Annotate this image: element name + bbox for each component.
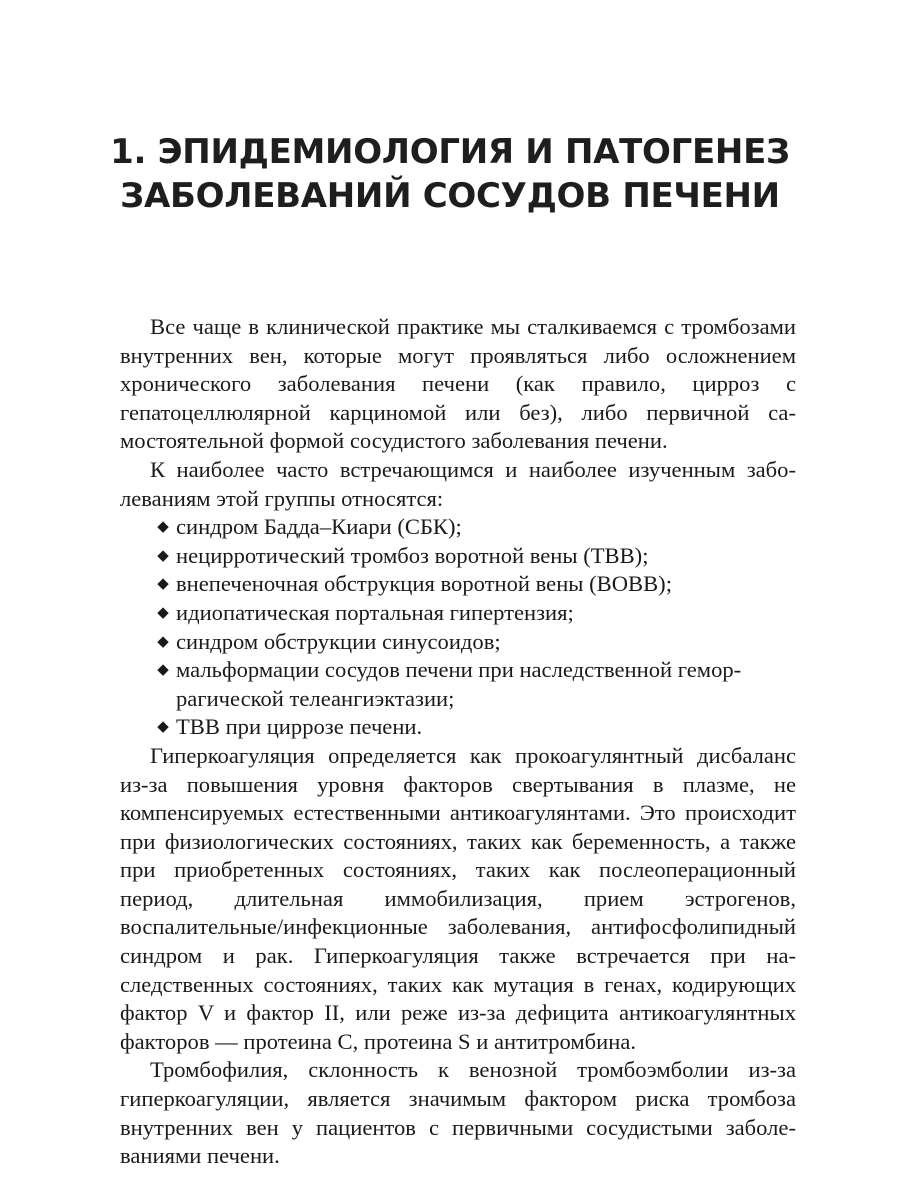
list-item-text: мальформации сосудов печени при наследственной геморрагической телеангиэктазии; bbox=[176, 657, 742, 711]
list-item-text: нецирротический тромбоз воротной вены (ТВВ); bbox=[176, 542, 649, 568]
diamond-bullet-icon: ◆ bbox=[157, 576, 169, 593]
diamond-bullet-icon: ◆ bbox=[157, 547, 169, 564]
paragraph-hypercoagulation: Гиперкоагуляция определяется как прокоагулянтный дисбаланс из-за повышения уровня факторов свертывания в плазме, не компенсируемых естественными антикоагулянтами. Это происходит при физиологических состояниях, таких как беременность, а также при приобретенных состояниях, таких как послеоперационный период, длительная иммобилизация, прием эстрогенов, воспалительные/инфекционные заболевания, антифосфолипидный синдром и рак. Гиперкоагуляция также встречается при наследственных состояниях, таких как мутация в генах, кодирующих фактор V и фактор II, или реже из-за дефицита антикоагулянтных факторов — протеина C, протеина S и антитромбина. bbox=[120, 742, 796, 1054]
list-item bbox=[120, 656, 796, 713]
diamond-bullet-icon: ◆ bbox=[157, 633, 169, 650]
diamond-bullet-icon: ◆ bbox=[157, 519, 169, 536]
list-item bbox=[120, 513, 796, 542]
chapter-title-line-2: ЗАБОЛЕВАНИЙ СОСУДОВ ПЕЧЕНИ bbox=[120, 176, 780, 216]
list-item-text: ТВВ при циррозе печени. bbox=[176, 714, 423, 740]
list-item bbox=[120, 713, 796, 742]
list-item-text: синдром Бадда–Киари (СБК); bbox=[176, 514, 462, 540]
paragraph-intro: Все чаще в клинической практике мы сталкиваемся с тромбозами внутренних вен, которые могут проявляться либо осложнением хронического заболевания печени (как правило, цирроз с гепатоцеллюлярной карциномой или без), либо первичной самостоятельной формой сосудистого заболевания печени. bbox=[120, 314, 796, 454]
list-item bbox=[120, 570, 796, 599]
paragraph-list-intro: К наиболее часто встречающимся и наиболее изученным заболеваниям этой группы относятся: bbox=[120, 456, 796, 511]
chapter-title-line-1: 1. ЭПИДЕМИОЛОГИЯ И ПАТОГЕНЕЗ bbox=[110, 132, 790, 172]
body-text bbox=[120, 313, 796, 1171]
list-item-text: идиопатическая портальная гипертензия; bbox=[176, 599, 574, 625]
list-item bbox=[120, 628, 796, 657]
diamond-bullet-icon: ◆ bbox=[157, 662, 169, 679]
diamond-bullet-icon: ◆ bbox=[157, 604, 169, 621]
list-item bbox=[120, 542, 796, 571]
chapter-title bbox=[80, 130, 820, 218]
list-item-text: внепеченочная обструкция воротной вены (ВОВВ); bbox=[176, 571, 672, 597]
diamond-bullet-icon: ◆ bbox=[157, 719, 169, 736]
list-item-text: синдром обструкции синусоидов; bbox=[176, 628, 501, 654]
disease-list bbox=[120, 513, 796, 742]
list-item bbox=[120, 599, 796, 628]
paragraph-thrombophilia: Тромбофилия, склонность к венозной тромбоэмболии из-за гиперкоагуляции, является значимым фактором риска тромбоза внутренних вен у пациентов с первичными сосудистыми заболеваниями печени. bbox=[120, 1057, 796, 1169]
